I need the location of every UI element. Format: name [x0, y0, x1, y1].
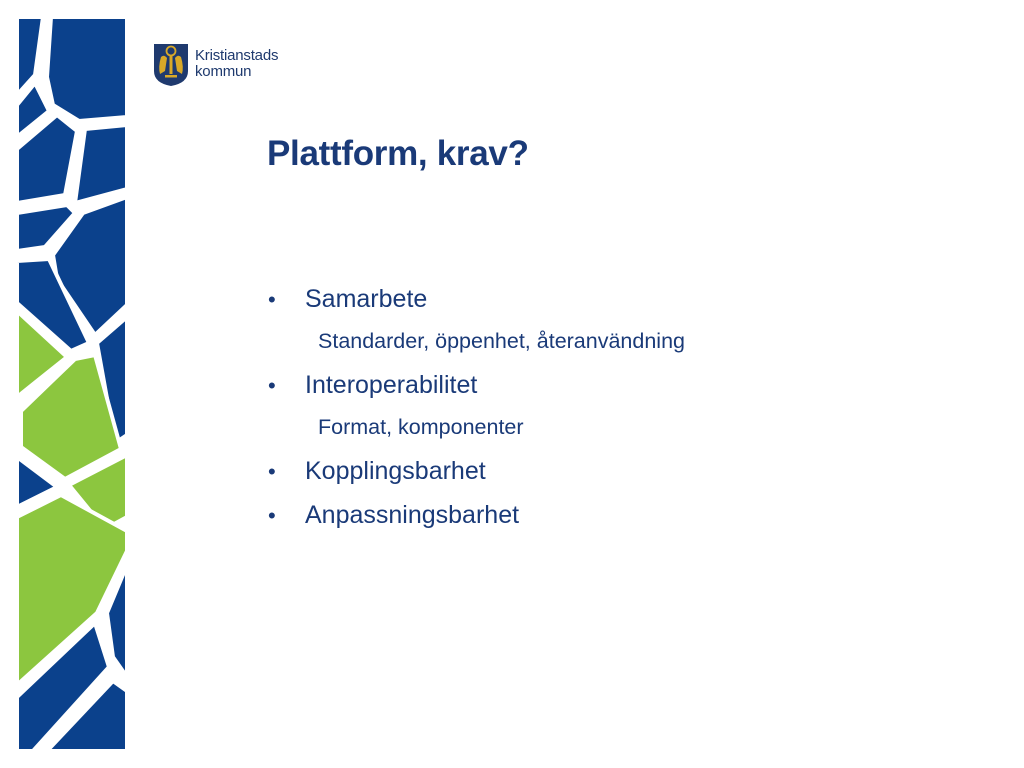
logo-text: [195, 48, 278, 80]
mosaic-decoration: [17, 17, 127, 751]
bullet-glyph: •: [268, 287, 276, 312]
bullet-text: Samarbete: [305, 285, 428, 313]
bullet-text: Interoperabilitet: [305, 371, 478, 399]
bullet-glyph: •: [268, 459, 276, 484]
bullet-glyph: •: [268, 503, 276, 528]
crest-icon: [152, 41, 190, 87]
bullet-text: Anpassningsbarhet: [305, 501, 520, 529]
bullet-item: [268, 370, 988, 412]
sub-bullet-text: Format, komponenter: [318, 415, 524, 439]
sub-bullet-text: Standarder, öppenhet, återanvändning: [318, 329, 685, 353]
logo-line-1: Kristianstads: [195, 47, 279, 64]
slide-title: Plattform, krav?: [267, 134, 529, 173]
bullet-list: [268, 284, 988, 542]
logo: [152, 41, 278, 87]
bullet-glyph: •: [268, 373, 276, 398]
bullet-item: [268, 284, 988, 326]
logo-line-2: kommun: [195, 63, 252, 80]
bullet-text: Kopplingsbarhet: [305, 457, 486, 485]
bullet-item: [268, 456, 988, 498]
bullet-item: [268, 500, 988, 542]
